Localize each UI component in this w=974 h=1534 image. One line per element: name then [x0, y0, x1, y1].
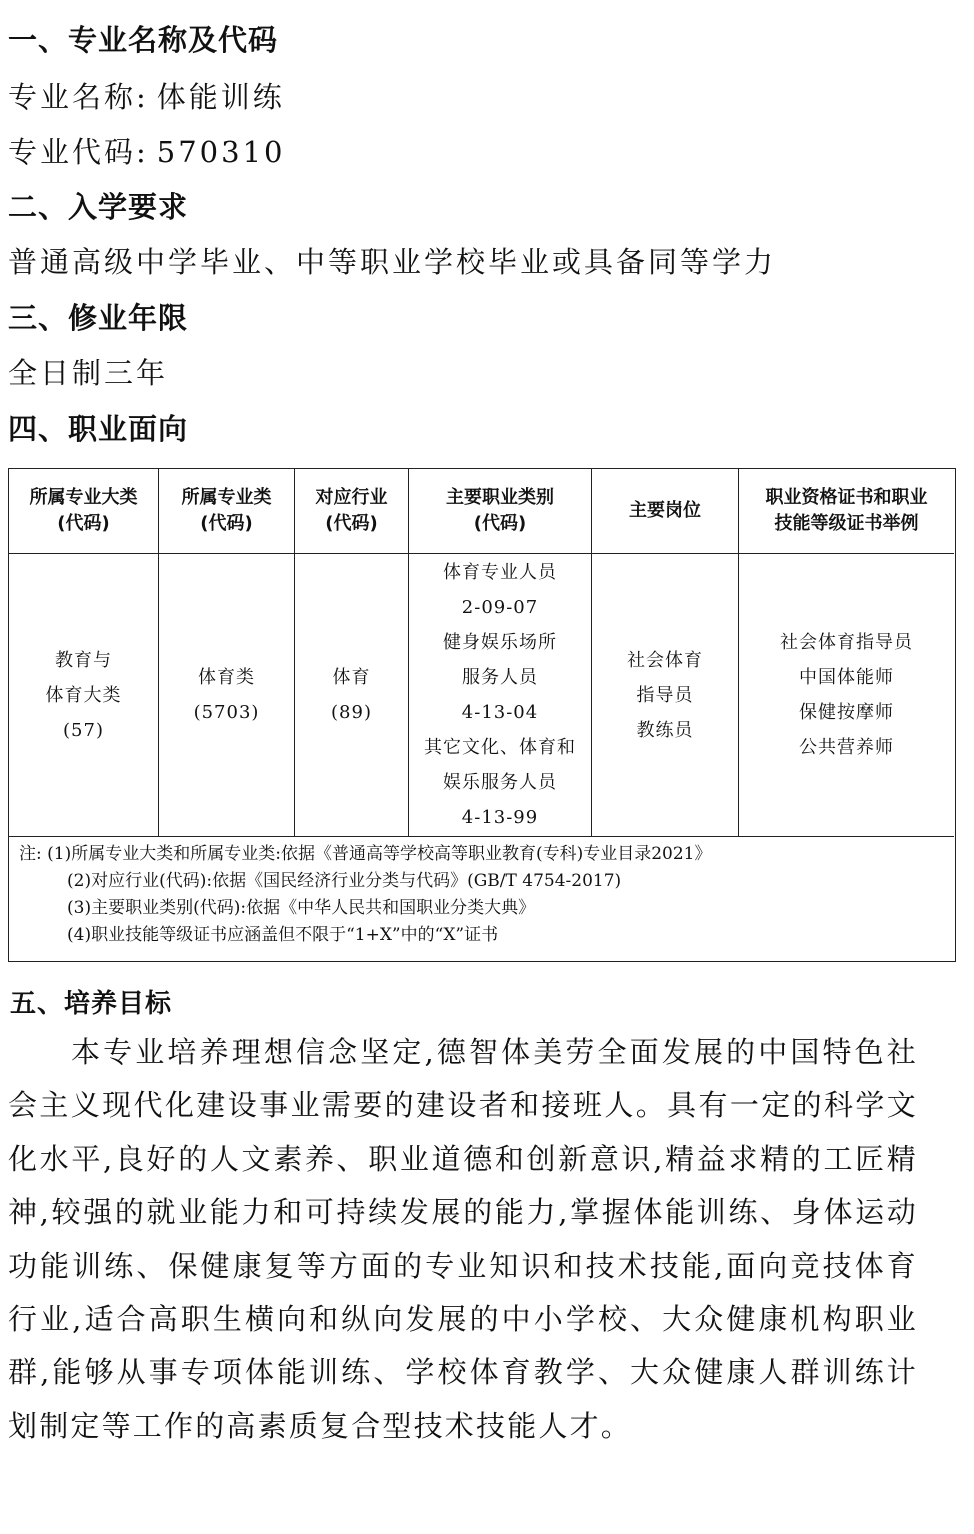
section-4-heading: 四、职业面向: [8, 412, 189, 446]
section-3-heading: 三、修业年限: [8, 301, 189, 335]
table-note: 注: (1)所属专业大类和所属专业类:依据《普通高等学校高等职业教育(专科)专业目录2021》: [19, 844, 712, 864]
major-name-label: 专业名称:: [8, 80, 149, 114]
table-cell-major-class: 体育类 (5703): [159, 554, 295, 837]
table-cell-industry: 体育 (89): [295, 554, 409, 837]
table-header-cell: 对应行业 (代码): [295, 469, 409, 554]
major-name-line: [8, 75, 285, 116]
table-header-cell: 所属专业类 (代码): [159, 469, 295, 554]
major-name-value: 体能训练: [156, 80, 285, 114]
table-note: (4)职业技能等级证书应涵盖但不限于“1+X”中的“X”证书: [67, 925, 499, 945]
table-cell-certificates: 社会体育指导员 中国体能师 保健按摩师 公共营养师: [739, 554, 954, 837]
major-code-value: 570310: [156, 135, 286, 169]
admission-requirement-text: 普通高级中学毕业、中等职业学校毕业或具备同等学力: [8, 245, 777, 279]
table-cell-major-category: 教育与 体育大类 (57): [9, 554, 159, 837]
major-code-label: 专业代码:: [8, 135, 149, 169]
career-table: [8, 468, 956, 962]
table-cell-occupation-category: 体育专业人员 2-09-07 健身娱乐场所 服务人员 4-13-04 其它文化、体育和 娱乐服务人员 4-13-99: [409, 554, 592, 837]
table-notes: [9, 837, 955, 949]
section-2-heading: 二、入学要求: [8, 190, 189, 224]
table-note: (2)对应行业(代码):依据《国民经济行业分类与代码》(GB/T 4754-2017): [67, 871, 622, 891]
section-1-heading: 一、专业名称及代码: [8, 23, 279, 57]
study-duration-text: 全日制三年: [8, 356, 169, 390]
table-header-cell: 主要职业类别 (代码): [409, 469, 592, 554]
table-cell-main-positions: 社会体育 指导员 教练员: [592, 554, 739, 837]
table-note: (3)主要职业类别(代码):依据《中华人民共和国职业分类大典》: [67, 898, 536, 918]
major-code-line: [8, 130, 286, 171]
table-header-cell: 所属专业大类 (代码): [9, 469, 159, 554]
table-header-cell: 职业资格证书和职业 技能等级证书举例: [739, 469, 954, 554]
section-5-heading: 五、培养目标: [10, 989, 173, 1019]
training-goal-paragraph: 本专业培养理想信念坚定,德智体美劳全面发展的中国特色社会主义现代化建设事业需要的建设者和接班人。具有一定的科学文化水平,良好的人文素养、职业道德和创新意识,精益求精的工匠精神,较强的就业能力和可持续发展的能力,掌握体能训练、身体运动功能训练、保健康复等方面的专业知识和技术技能,面向竞技体育行业,适合高职生横向和纵向发展的中小学校、大众健康机构职业群,能够从事专项体能训练、学校体育教学、大众健康人群训练计划制定等工作的高素质复合型技术技能人才。: [8, 1035, 918, 1443]
table-header-cell: 主要岗位: [592, 469, 739, 554]
